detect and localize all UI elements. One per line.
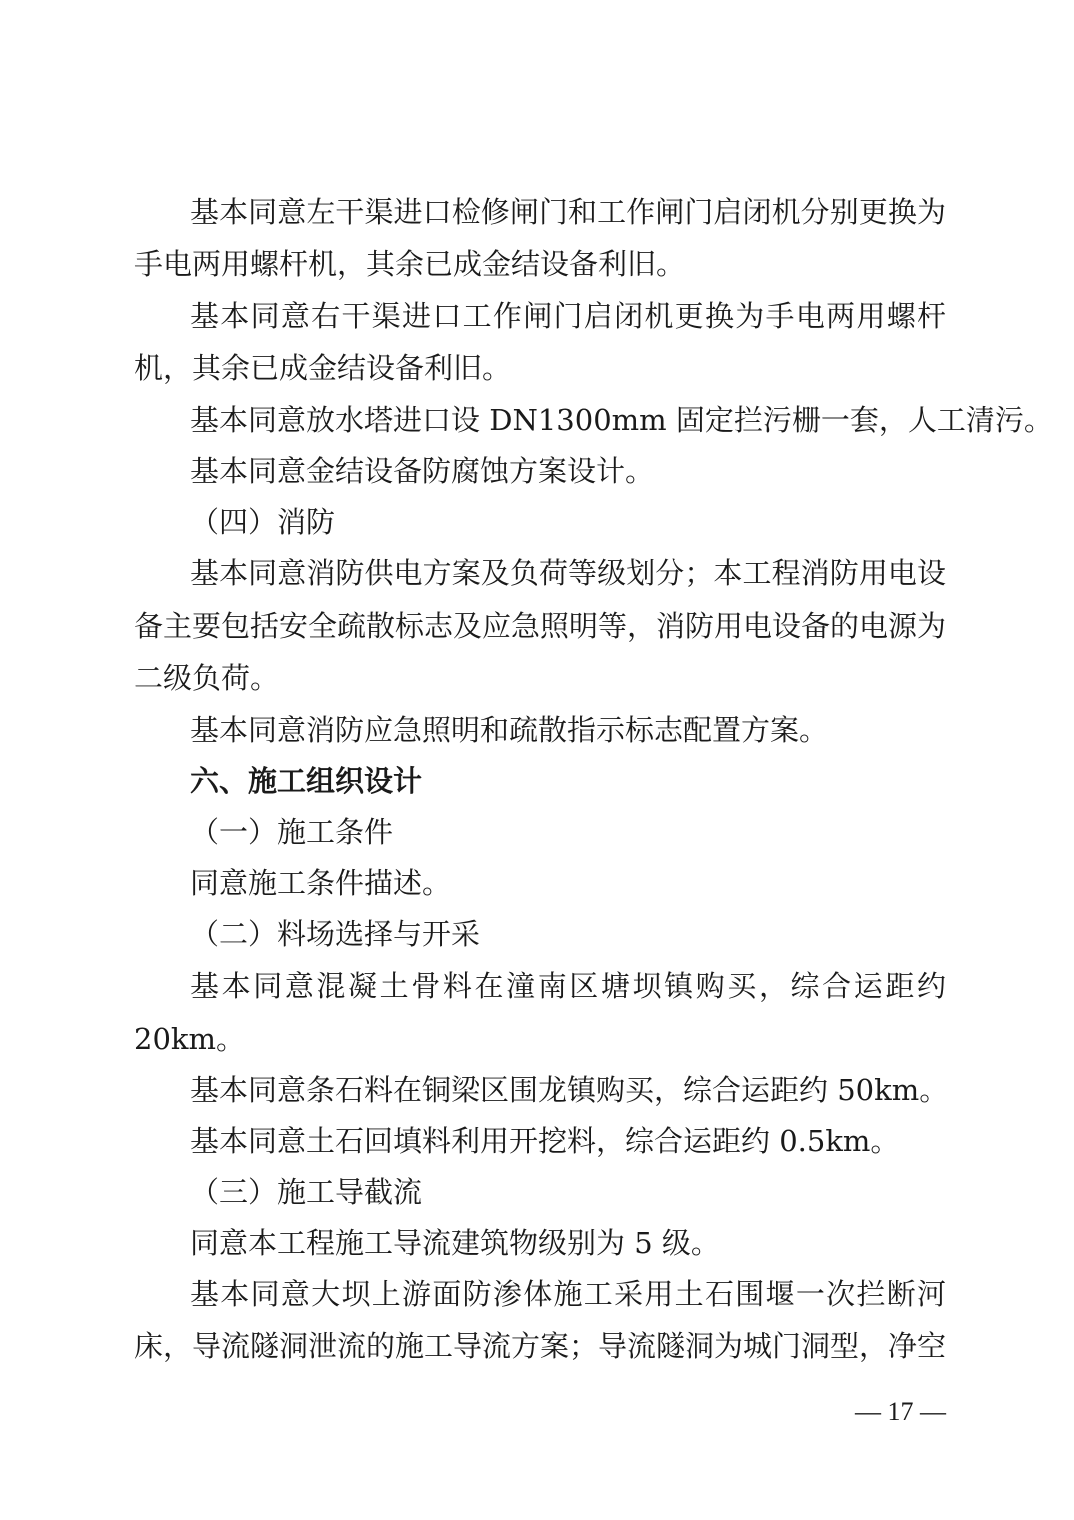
- paragraph-line: 二级负荷。: [134, 661, 280, 695]
- paragraph-line: 基本同意消防供电方案及负荷等级划分；本工程消防用电设: [190, 556, 946, 590]
- paragraph-line: 备主要包括安全疏散标志及应急照明等，消防用电设备的电源为: [134, 609, 947, 643]
- page-number: — 17 —: [855, 1397, 946, 1426]
- paragraph-line: 同意施工条件描述。: [190, 866, 452, 900]
- paragraph-line: 同意本工程施工导流建筑物级别为 5 级。: [190, 1226, 720, 1260]
- section-heading: 六、施工组织设计: [190, 764, 423, 798]
- paragraph-line: 基本同意条石料在铜梁区围龙镇购买，综合运距约 50km。: [190, 1073, 949, 1107]
- paragraph-line: 基本同意土石回填料利用开挖料，综合运距约 0.5km。: [190, 1124, 900, 1158]
- paragraph-line: 基本同意混凝土骨料在潼南区塘坝镇购买，综合运距约: [190, 969, 946, 1003]
- paragraph-line: 基本同意放水塔进口设 DN1300mm 固定拦污栅一套，人工清污。: [190, 403, 1053, 437]
- paragraph-line: 机，其余已成金结设备利旧。: [134, 351, 512, 385]
- paragraph-line: 床，导流隧洞泄流的施工导流方案；导流隧洞为城门洞型，净空: [134, 1329, 947, 1363]
- paragraph-line: 基本同意右干渠进口工作闸门启闭机更换为手电两用螺杆: [190, 299, 946, 333]
- paragraph-line: 基本同意左干渠进口检修闸门和工作闸门启闭机分别更换为: [190, 195, 946, 229]
- subsection-heading: （一）施工条件: [190, 815, 394, 849]
- paragraph-line: 基本同意消防应急照明和疏散指示标志配置方案。: [190, 713, 829, 747]
- paragraph-line: 基本同意大坝上游面防渗体施工采用土石围堰一次拦断河: [190, 1277, 946, 1311]
- subsection-heading: （二）料场选择与开采: [190, 917, 481, 951]
- paragraph-line: 手电两用螺杆机，其余已成金结设备利旧。: [134, 247, 686, 281]
- paragraph-line: 基本同意金结设备防腐蚀方案设计。: [190, 454, 655, 488]
- subsection-heading: （三）施工导截流: [190, 1175, 423, 1209]
- subsection-heading: （四）消防: [190, 505, 336, 539]
- paragraph-line: 20km。: [134, 1022, 245, 1056]
